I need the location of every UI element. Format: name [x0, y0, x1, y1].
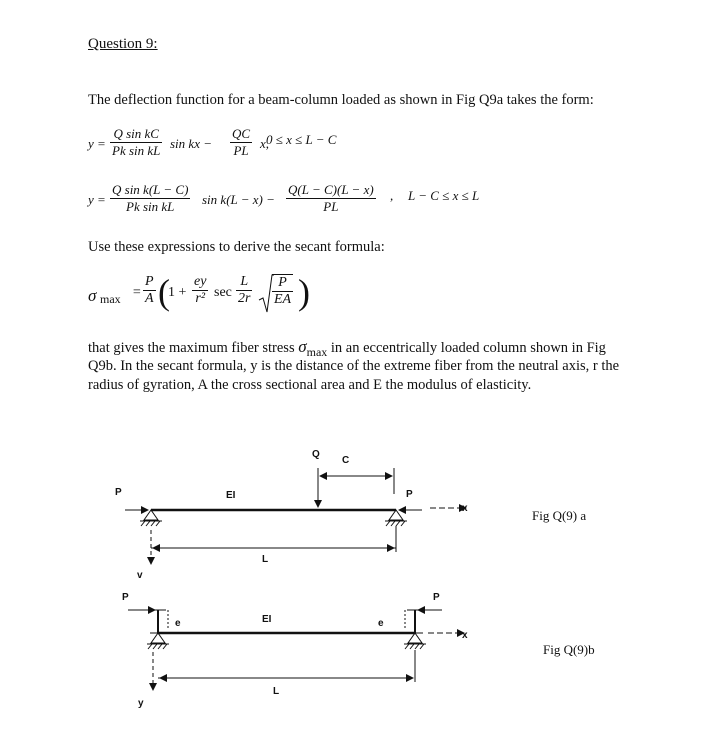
figure-a [0, 440, 720, 590]
fig-a-ei-label: EI [226, 490, 236, 501]
fig-a-p-right-label: P [406, 489, 413, 500]
fig-b-l-label: L [273, 686, 280, 697]
secant-rparen: ) [298, 272, 310, 312]
secant-l-over-2r [236, 274, 252, 307]
eq2-fraction-2 [286, 182, 376, 215]
support-a-left [144, 510, 158, 520]
fig-b-e-right-label: e [378, 618, 384, 629]
equation-1 [88, 126, 488, 162]
fig-b-x-label: x [462, 630, 468, 641]
secant-2r: 2r [238, 291, 251, 306]
body-sigma-sub: max [306, 345, 328, 359]
secant-p-over-ea [272, 274, 293, 308]
eq2-f2-num: Q(L − C)(L − x) [288, 182, 374, 197]
eq2-fraction-1 [110, 182, 190, 215]
secant-a: A [145, 291, 154, 306]
eq1-y: y = [88, 136, 106, 151]
secant-sec: sec [214, 285, 232, 300]
secant-l: L [236, 274, 252, 291]
eq1-f1-den: Pk sin kL [112, 143, 161, 158]
eq1-tail: x, [260, 136, 270, 151]
secant-ey: ey [194, 274, 207, 289]
secant-r2: r² [195, 291, 206, 306]
secant-formula [88, 272, 348, 320]
eq1-fraction-1 [110, 126, 162, 159]
fig-a-q-label: Q [312, 449, 320, 460]
eq2-mid: sin k(L − x) − [202, 192, 275, 207]
eq2-f1-num: Q sin k(L − C) [112, 182, 189, 197]
fig-a-c-label: C [342, 455, 350, 466]
eq2-f1-den: Pk sin kL [126, 199, 175, 214]
eq1-mid: sin kx − [170, 136, 212, 151]
use-text: Use these expressions to derive the secant formula: [88, 239, 385, 255]
secant-sqrt-ea: EA [274, 292, 292, 307]
body-line-2: Q9b. In the secant formula, y is the distance of the extreme fiber from the neutral axis, r the [88, 358, 620, 374]
support-b-right [408, 633, 422, 643]
fig-b-p-right-label: P [433, 592, 440, 603]
intro-text: The deflection function for a beam-column loaded as shown in Fig Q9a takes the form: [88, 92, 594, 108]
secant-sigma: σ [88, 286, 97, 305]
support-a-right [389, 510, 403, 520]
question-heading: Question 9: [88, 36, 158, 52]
fig-a-p-left-label: P [115, 487, 122, 498]
secant-p: P [145, 274, 154, 289]
eq2-range: L − C ≤ x ≤ L [408, 188, 480, 203]
fig-a-v-label: v [137, 570, 143, 581]
fig-b-caption: Fig Q(9)b [543, 642, 595, 657]
eq2-f2-den: PL [323, 199, 339, 214]
eq1-fraction-2 [230, 126, 252, 159]
secant-lparen: ( [158, 272, 170, 312]
support-b-left [151, 633, 165, 643]
secant-ey-over-r2 [192, 274, 208, 307]
body-sigma: σ [298, 337, 307, 356]
body-line1-a: that gives the maximum fiber stress [88, 340, 295, 356]
eq1-f2-num: QC [232, 126, 251, 141]
equation-2 [88, 182, 508, 218]
secant-one-plus: 1 + [168, 285, 187, 300]
fig-a-x-label: x [462, 503, 468, 514]
figure-b [0, 590, 720, 720]
body-line1-b: in an eccentrically loaded column shown in Fig [330, 340, 606, 356]
eq1-range: 0 ≤ x ≤ L − C [266, 132, 337, 147]
fig-a-caption: Fig Q(9) a [532, 508, 587, 523]
eq2-y: y = [88, 192, 106, 207]
body-line-3: radius of gyration, A the cross sectional area and E the modulus of elasticity. [88, 377, 532, 393]
eq2-tail: , [390, 188, 394, 203]
fig-a-l-label: L [262, 554, 269, 565]
eq1-f1-num: Q sin kC [110, 126, 162, 143]
secant-sqrt-p: P [272, 275, 293, 292]
fig-b-y-label: y [138, 698, 144, 709]
secant-p-over-a [143, 274, 156, 307]
fig-b-ei-label: EI [262, 614, 272, 625]
eq1-f2-den: PL [233, 143, 249, 158]
secant-equals: = [132, 285, 142, 300]
fig-b-e-left-label: e [175, 618, 181, 629]
secant-sigma-sub: max [100, 292, 121, 306]
fig-b-p-left-label: P [122, 592, 129, 603]
